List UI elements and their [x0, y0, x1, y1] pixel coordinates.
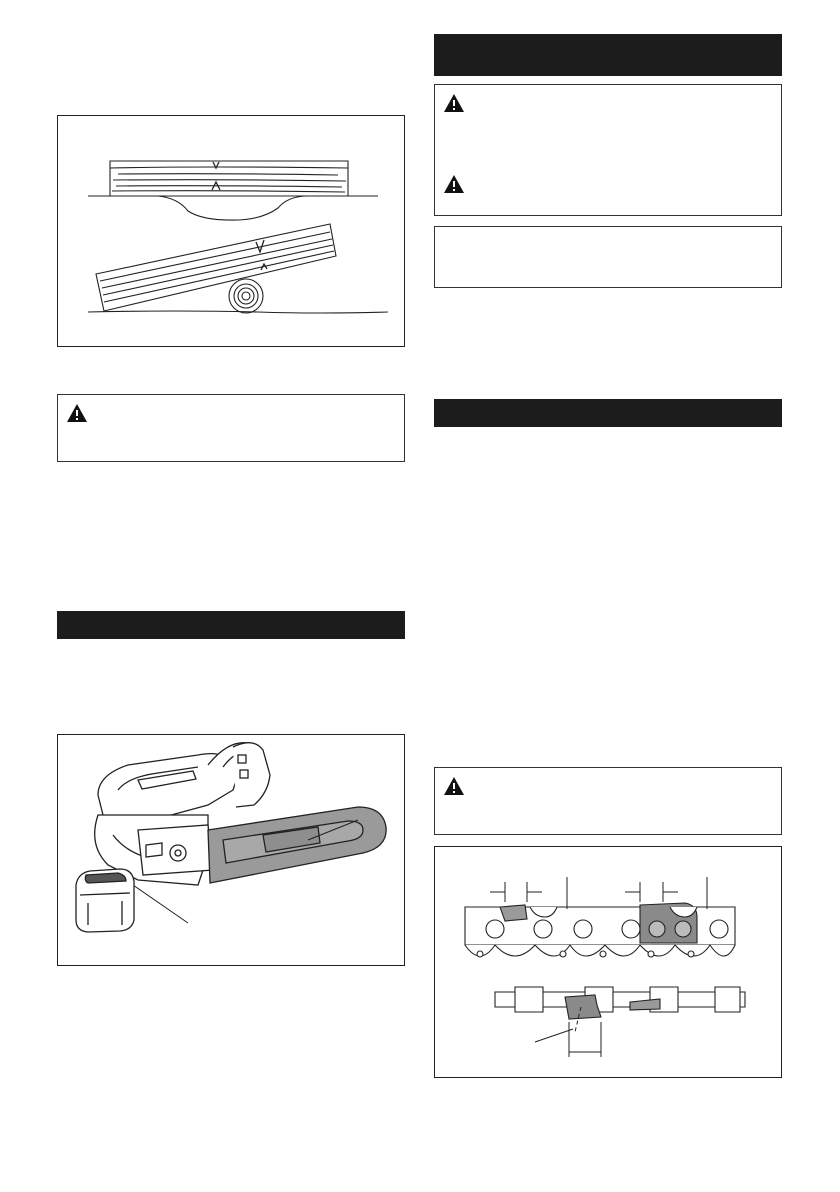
- chain-saw-figure: [57, 734, 405, 966]
- warning-triangle-icon: [443, 93, 465, 113]
- section-header-right-top: [434, 34, 782, 76]
- warning-triangle-icon: [443, 776, 465, 796]
- warning-triangle-icon: [66, 403, 88, 423]
- section-header-left: [57, 611, 405, 639]
- notice-box-right: [434, 226, 782, 288]
- log-cut-diagram: [58, 116, 402, 344]
- warning-box-right-top: [434, 84, 782, 216]
- chain-saw-illustration: [58, 735, 402, 963]
- log-cut-figure: [57, 115, 405, 347]
- chain-tooth-diagram: [435, 847, 779, 1075]
- chain-tooth-figure: [434, 846, 782, 1078]
- section-header-right-middle: [434, 399, 782, 427]
- warning-box-right-bottom: [434, 767, 782, 835]
- warning-box-left: [57, 394, 405, 462]
- warning-triangle-icon: [443, 174, 465, 194]
